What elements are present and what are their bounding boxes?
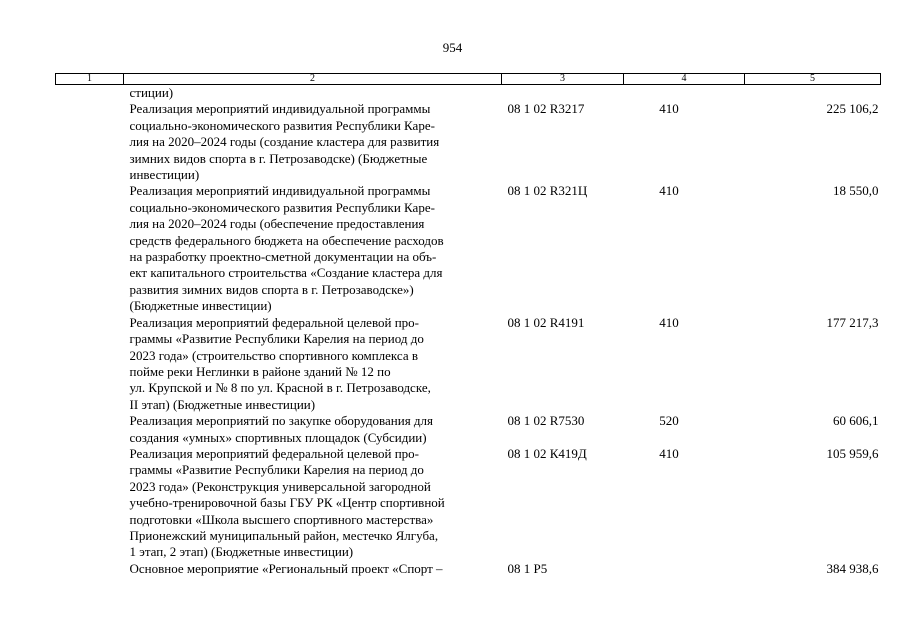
table-row <box>56 446 881 561</box>
row-amount <box>745 85 881 102</box>
row-name: Реализация мероприятий индивидуальной программы социально-экономического развития Республики Каре- лия на 2020–2024 годы (создание кластера для развития зимних видов спорта в г. Петрозаводске) (Бюджетные инвестиции) <box>129 101 440 183</box>
table-row <box>56 315 881 413</box>
row-amount: 60 606,1 <box>833 413 879 429</box>
column-header-1: 1 <box>56 74 124 85</box>
table-header-row <box>56 74 881 85</box>
row-amount: 177 217,3 <box>826 314 879 330</box>
budget-table-container <box>55 73 880 577</box>
row-amount: 225 106,2 <box>826 101 879 117</box>
row-name: Реализация мероприятий федеральной целевой про- граммы «Развитие Республики Карелия на период до 2023 года» (Реконструкция универсальной загородной учебно-тренировочной базы ГБУ РК «Центр спортивной подготовки «Школа высшего спортивного мастерства» Прионежский муниципальный район, местечко Ялгуба, 1 этап, 2 этап) (Бюджетные инвестиции) <box>129 445 445 560</box>
row-amount: 384 938,6 <box>826 560 879 576</box>
row-expense-type: 410 <box>659 445 679 461</box>
row-number-cell <box>56 315 124 413</box>
row-number-cell <box>56 446 124 561</box>
row-number-cell <box>56 85 124 102</box>
table-row <box>56 413 881 446</box>
column-header-3: 3 <box>502 74 624 85</box>
row-code: 08 1 02 R7530 <box>507 413 585 429</box>
row-expense-type <box>624 85 745 102</box>
row-name: Реализация мероприятий по закупке оборудования для создания «умных» спортивных площадок (Субсидии) <box>129 413 434 445</box>
row-expense-type <box>624 561 745 577</box>
row-code: 08 1 02 К419Д <box>507 445 587 461</box>
table-row <box>56 101 881 183</box>
row-code <box>502 85 624 102</box>
column-header-2: 2 <box>124 74 502 85</box>
row-code: 08 1 P5 <box>507 560 548 576</box>
row-name: Основное мероприятие «Региональный проект «Спорт – <box>129 560 443 576</box>
row-code: 08 1 02 R3217 <box>507 101 585 117</box>
row-amount: 105 959,6 <box>826 445 879 461</box>
row-expense-type: 410 <box>659 314 679 330</box>
row-amount: 18 550,0 <box>833 183 879 199</box>
row-code: 08 1 02 R4191 <box>507 314 585 330</box>
column-header-4: 4 <box>624 74 745 85</box>
row-name: Реализация мероприятий федеральной целевой про- граммы «Развитие Республики Карелия на период до 2023 года» (строительство спортивного комплекса в пойме реки Неглинки в районе зданий № 12 по ул. Крупской и № 8 по ул. Красной в г. Петрозаводске, II этап) (Бюджетные инвестиции) <box>129 314 431 412</box>
row-expense-type: 410 <box>659 101 679 117</box>
row-expense-type: 520 <box>659 413 679 429</box>
table-row <box>56 561 881 577</box>
column-header-5: 5 <box>745 74 881 85</box>
row-expense-type: 410 <box>659 183 679 199</box>
row-number-cell <box>56 561 124 577</box>
row-number-cell <box>56 183 124 314</box>
row-number-cell <box>56 101 124 183</box>
row-name: Реализация мероприятий индивидуальной программы социально-экономического развития Республики Каре- лия на 2020–2024 годы (обеспечение предоставления средств федерального бюджета на обеспечение расходов на разработку проектно-сметной документации на объ- ект капитального строительства «Создание кластера для развития зимних видов спорта в г. Петрозаводске») (Бюджетные инвестиции) <box>129 183 444 314</box>
row-code: 08 1 02 R321Ц <box>507 183 588 199</box>
table-row <box>56 85 881 102</box>
table-row <box>56 183 881 314</box>
row-name: стиции) <box>129 85 174 100</box>
budget-table <box>55 73 881 577</box>
page-number: 954 <box>442 40 463 55</box>
row-number-cell <box>56 413 124 446</box>
